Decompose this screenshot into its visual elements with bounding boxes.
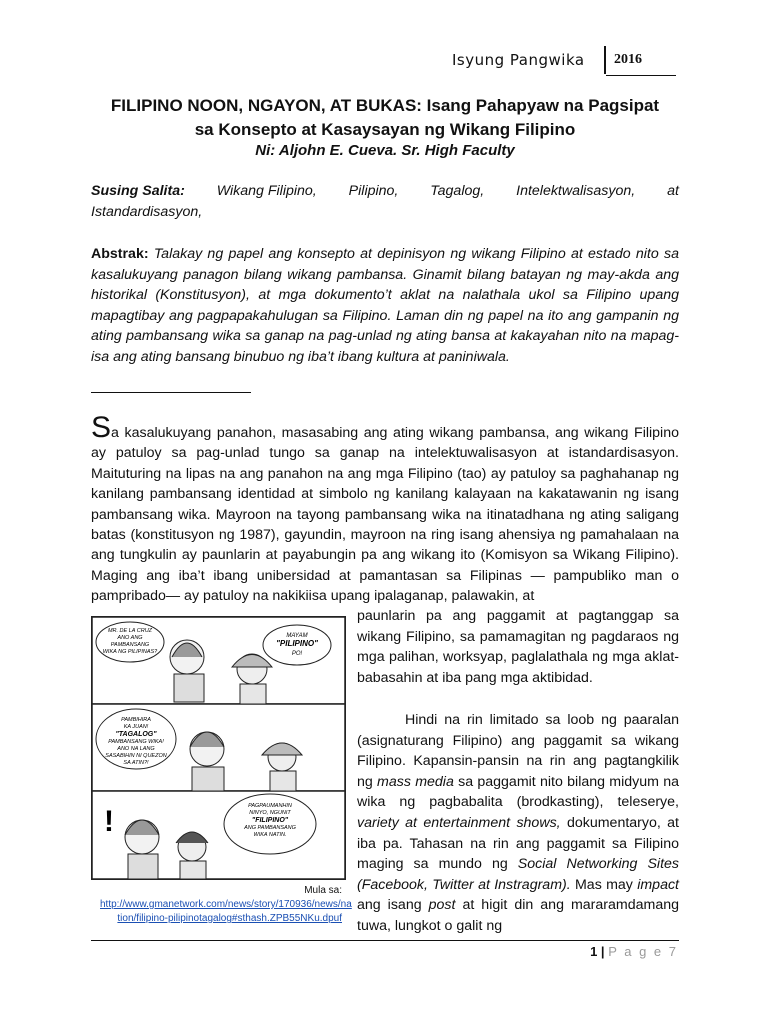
- body-paragraph-1-continued: [357, 606, 679, 688]
- abstract-block: [91, 244, 679, 368]
- footer-separator: |: [600, 944, 605, 959]
- body-text: dokumentaryo, at iba pa. Tahasan na rin ang paggamit sa Filipino maging sa mundo ng: [357, 814, 680, 873]
- page-label: P a g e 7: [608, 944, 678, 959]
- page-footer: [590, 944, 678, 959]
- keywords-block: [91, 181, 679, 222]
- keyword: Wikang Filipino,: [216, 183, 317, 199]
- comic-strip-image: [92, 617, 345, 879]
- body-text: sa paggamit nito bilang midyum na wika ng pagbabalita (brodkasting), teleserye,: [357, 773, 679, 811]
- keyword: Intelektwalisasyon,: [516, 183, 636, 199]
- body-text: at higit din ang mararamdamang tuwa, lungkot o galit ng: [357, 897, 679, 934]
- title-line-1: FILIPINO NOON, NGAYON, AT BUKAS: Isang Pahapyaw na Pagsipat: [110, 96, 660, 115]
- keyword: at: [667, 183, 679, 199]
- figure-caption: [100, 884, 352, 926]
- keywords-label: Susing Salita:: [91, 183, 185, 199]
- caption-source-label: Mula sa:: [304, 885, 342, 896]
- keyword: Pilipino,: [348, 183, 399, 199]
- drop-cap: S: [91, 411, 112, 444]
- comic-exclaim-mark: !: [104, 805, 114, 838]
- body-text-italic: Social Networking Sites (Facebook, Twitter at Instragram).: [357, 856, 679, 893]
- body-paragraph-1: [91, 411, 679, 607]
- body-text: Hindi na rin limitado sa loob ng paaralan (asignaturang Filipino) ang paggamit sa wikang Filipino. Kapansin-pansin na rin ang pagtangkilik ng: [357, 712, 679, 790]
- body-text: paunlarin pa ang paggamit at pagtanggap sa wikang Filipino, sa pamamagitan ng pagdaraos ng mga palihan, worksyap, paglalathala ng mga aklat-babasahin at iba pang mga aktibidad.: [357, 608, 679, 686]
- body-paragraph-2: [357, 710, 679, 937]
- author-line: Ni: Aljohn E. Cueva. Sr. High Faculty: [255, 142, 515, 159]
- body-text-italic: post: [428, 897, 456, 914]
- body-text-italic: variety at entertainment shows,: [357, 814, 561, 831]
- abstract-label: Abstrak:: [91, 246, 149, 262]
- comic-bubble-4: PAGPAUMANHIN NINYO, NGUNIT "FILIPINO" ANG PAMBANSANG WIKA NATIN.: [244, 803, 296, 838]
- body-text-italic: impact: [637, 876, 679, 893]
- comic-bubble-3: PAMBIHIRA KA JUAN! "TAGALOG" PAMBANSANG WIKA! ANO NA LANG SASABIHIN NI QUEZON SA ATIN?!: [105, 717, 167, 766]
- page-number: 1: [590, 944, 598, 959]
- caption-link-line-1: http://www.gmanetwork.com/news/story/170936/news/na: [100, 899, 352, 910]
- comic-bubble-1: MR. DE LA CRUZ ANO ANG PAMBANSANG WIKA NG PILIPINAS?: [102, 628, 158, 655]
- footer-rule: [91, 940, 679, 941]
- comic-illustration: [91, 616, 346, 880]
- running-header-title: Isyung Pangwika: [452, 51, 585, 69]
- title-line-2: sa Konsepto at Kasaysayan ng Wikang Filipino: [194, 120, 576, 139]
- running-header-year: 2016: [614, 52, 642, 67]
- body-text: Mas may: [570, 876, 638, 893]
- section-separator: [91, 392, 251, 393]
- body-text: ang isang: [357, 897, 429, 914]
- keyword: Istandardisasyon,: [91, 203, 203, 220]
- keyword: Tagalog,: [430, 183, 485, 199]
- caption-link-line-2: tion/filipino-pilipinotagalog#sthash.ZPB55NKu.dpuf: [117, 913, 342, 924]
- header-divider: [604, 46, 606, 74]
- comic-bubble-2: MAYAM "PILIPINO" PO!: [276, 633, 318, 657]
- caption-source-link[interactable]: [100, 899, 352, 924]
- body-text-italic: mass media: [377, 773, 454, 790]
- abstract-text: Talakay ng papel ang konsepto at depinisyon ng wikang Filipino at estado nito sa kasalukuyang panagon bilang wikang pambansa. Ginamit bilang batayan ng may-akda ang historikal (Konstitusyon), at mga dokumento’t aklat na nalathala ukol sa Filipino upang mapagtibay ang pagpapakahulugan sa Filipino. Laman din ng papel na ito ang gampanin ng ating pambansang wika sa ganap na pag-unlad ng ating bansa at kakayahan nito na mapag-isa ang ating bansang binubuo ng iba’t ibang kultura at paniniwala.: [91, 246, 679, 365]
- body-text: a kasalukuyang panahon, masasabing ang ating wikang pambansa, ang wikang Filipino ay patuloy sa pag-unlad tungo sa ganap na intelektuwalisasyon at istandardisasyon. Maituturing na lipas na ang panahon na ang mga Filipino (tao) ay patuloy sa paghahanap ng kanilang pambansang identidad at simbolo ng kanilang kalayaan na kakatawanin ng isang pambansang wika. Mayroon na tayong pambansang wika na itinatadhana ng ating saligang batas (konstitusyon ng 1987), gayundin, mayroon na ring isang ahensiya ng pamahalaan na ang tungkulin ay paunlarin at payabungin pa ang wikang ito (Komisyon sa Wikang Filipino). Maging ang iba’t ibang unibersidad at pamantasan sa Filipinas — pampubliko man o pampribado— ay patuloy na nakikiisa upang ipalaganap, palawakin, at: [91, 425, 679, 605]
- paper-title: [80, 94, 690, 142]
- header-underline: [606, 75, 676, 76]
